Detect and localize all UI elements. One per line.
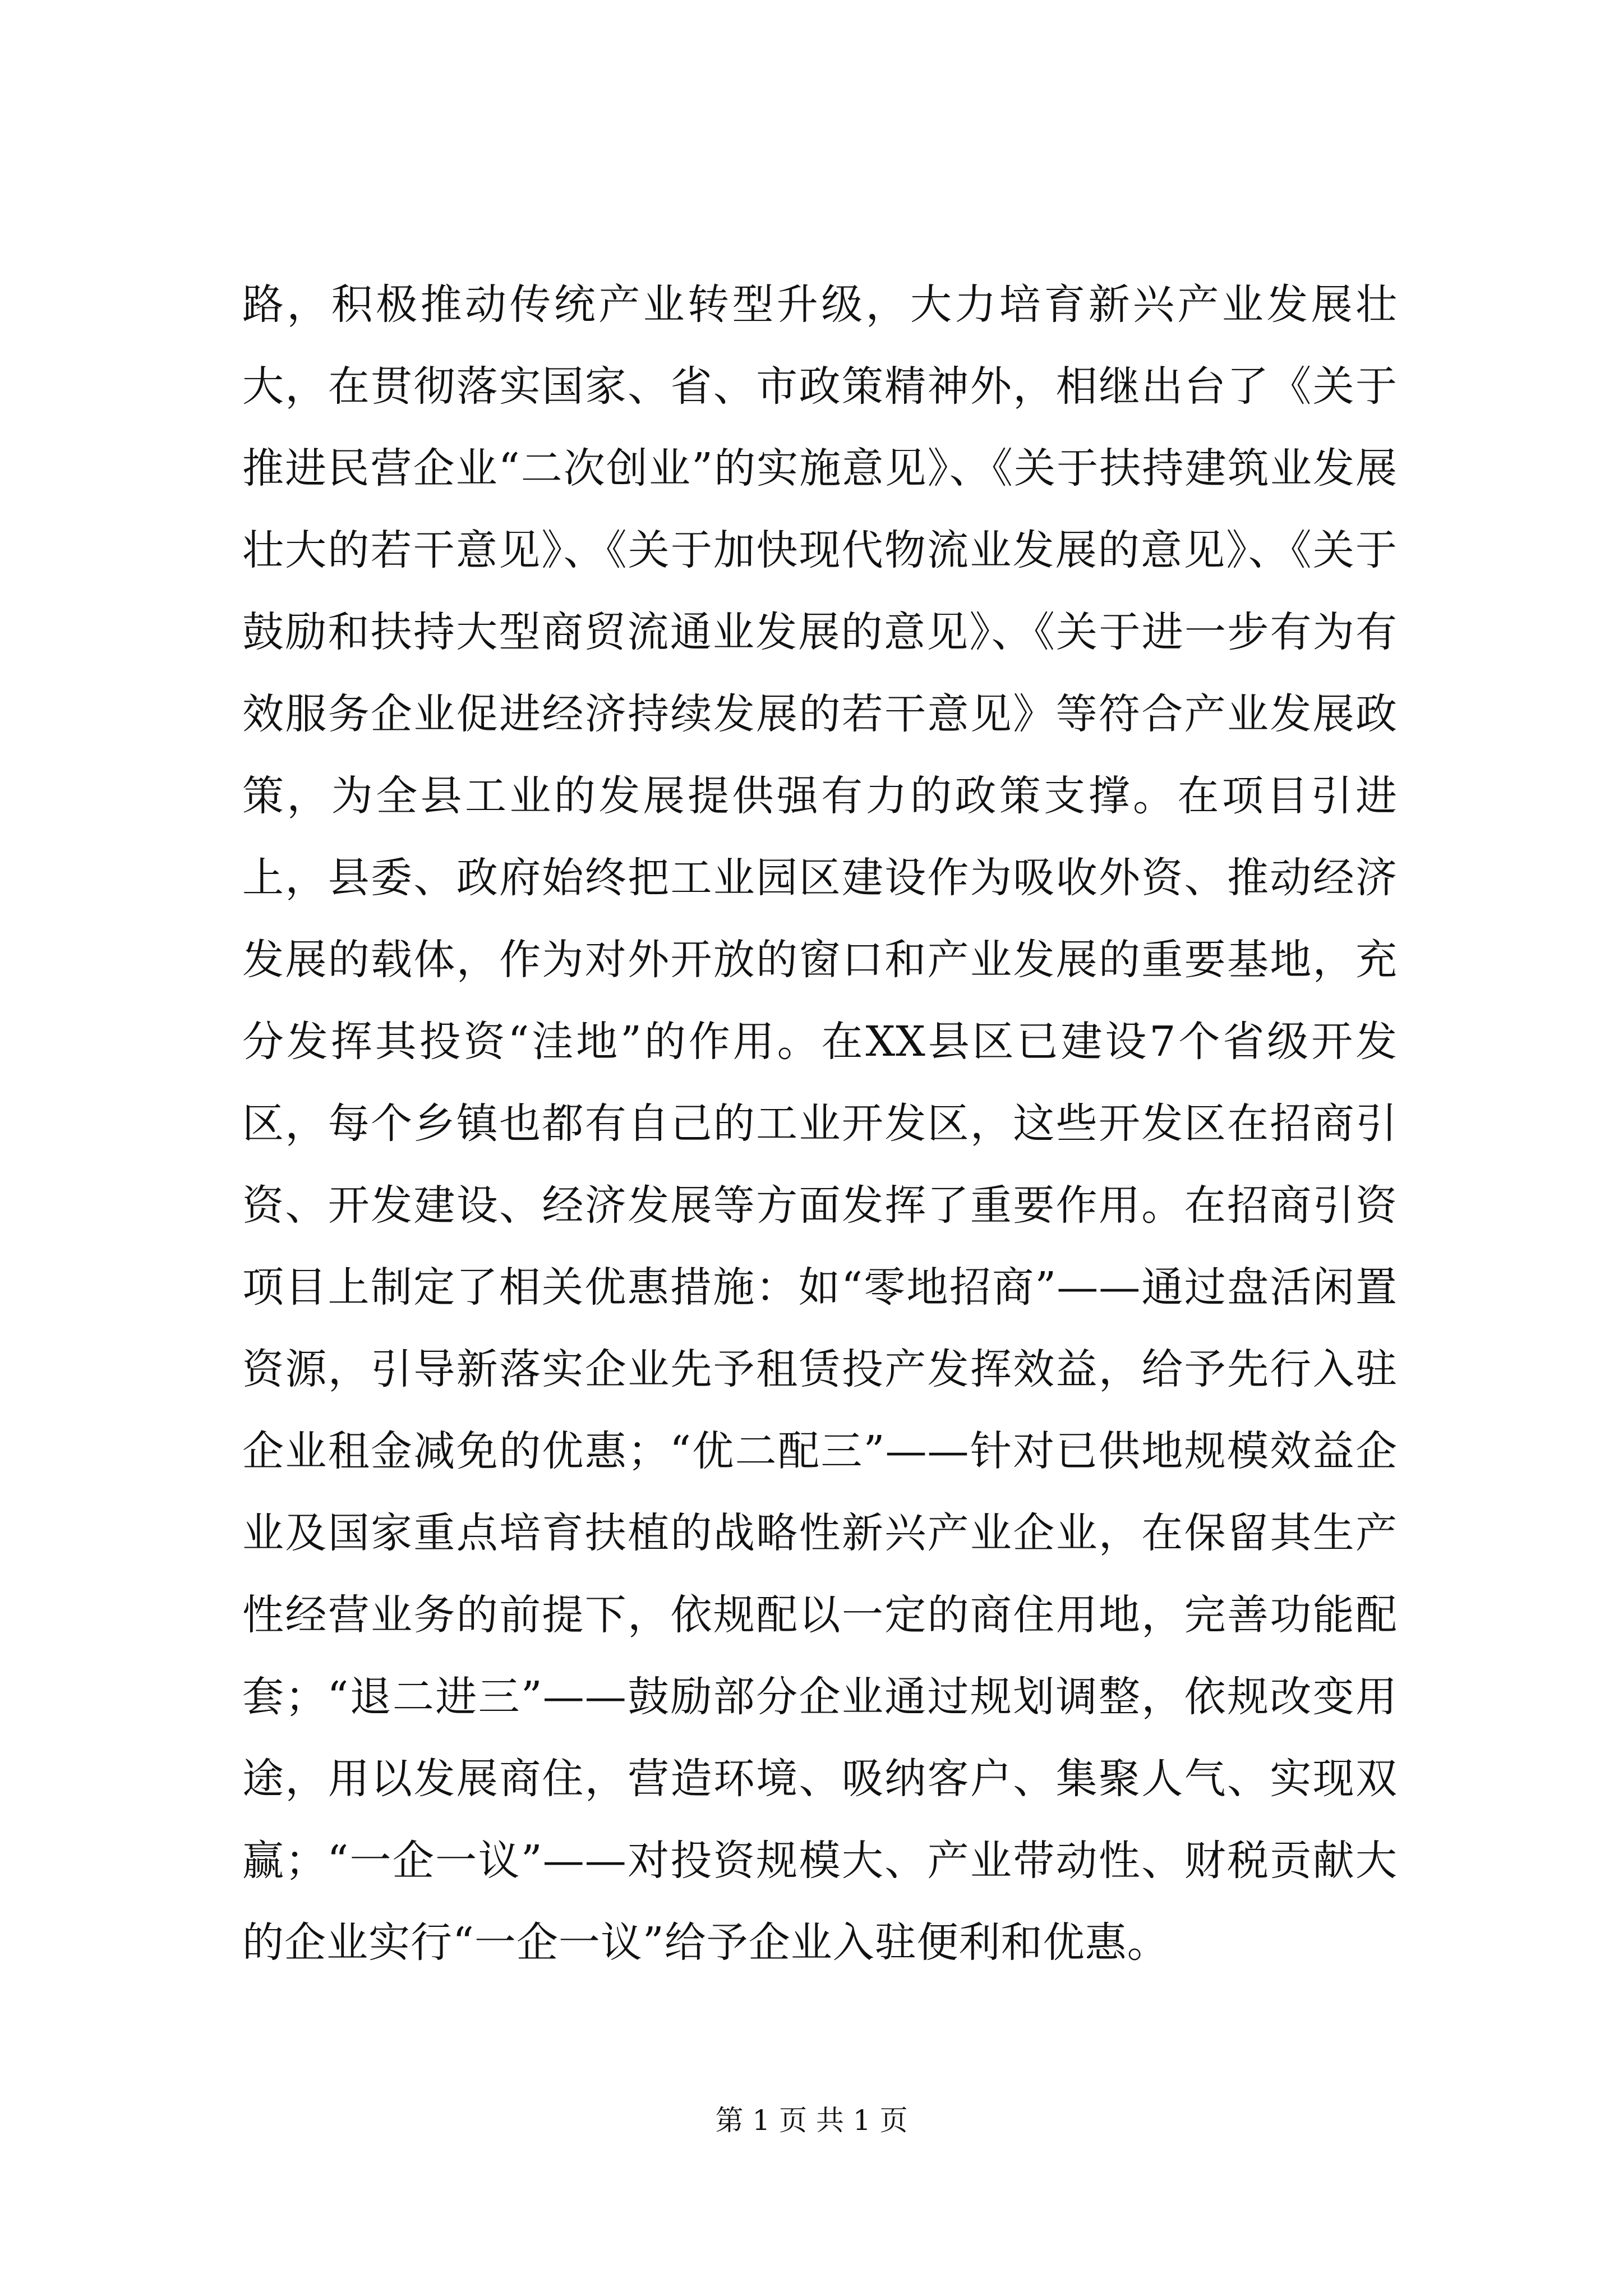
body-paragraph: 路，积极推动传统产业转型升级，大力培育新兴产业发展壮大，在贯彻落实国家、省、市政策精神外，相继出台了《关于推进民营企业“二次创业”的实施意见》、《关于扶持建筑业发展壮大的若干意见》、《关于加快现代物流业发展的意见》、《关于鼓励和扶持大型商贸流通业发展的意见》、《关于进一步有为有效服务企业促进经济持续发展的若干意见》等符合产业发展政策，为全县工业的发展提供强有力的政策支撑。在项目引进上，县委、政府始终把工业园区建设作为吸收外资、推动经济发展的载体，作为对外开放的窗口和产业发展的重要基地，充分发挥其投资“洼地”的作用。在XX县区已建设7个省级开发区，每个乡镇也都有自己的工业开发区，这些开发区在招商引资、开发建设、经济发展等方面发挥了重要作用。在招商引资项目上制定了相关优惠措施：如“零地招商”——通过盘活闲置资源，引导新落实企业先予租赁投产发挥效益，给予先行入驻企业租金减免的优惠；“优二配三”——针对已供地规模效益企业及国家重点培育扶植的战略性新兴产业企业，在保留其生产性经营业务的前提下，依规配以一定的商住用地，完善功能配套；“退二进三”——鼓励部分企业通过规划调整，依规改变用途，用以发展商住，营造环境、吸纳客户、集聚人气、实现双赢；“一企一议”——对投资规模大、产业带动性、财税贡献大的企业实行“一企一议”给予企业入驻便利和优惠。 <box>242 280 1398 1967</box>
page-number-footer: 第 1 页 共 1 页 <box>715 2104 908 2137</box>
